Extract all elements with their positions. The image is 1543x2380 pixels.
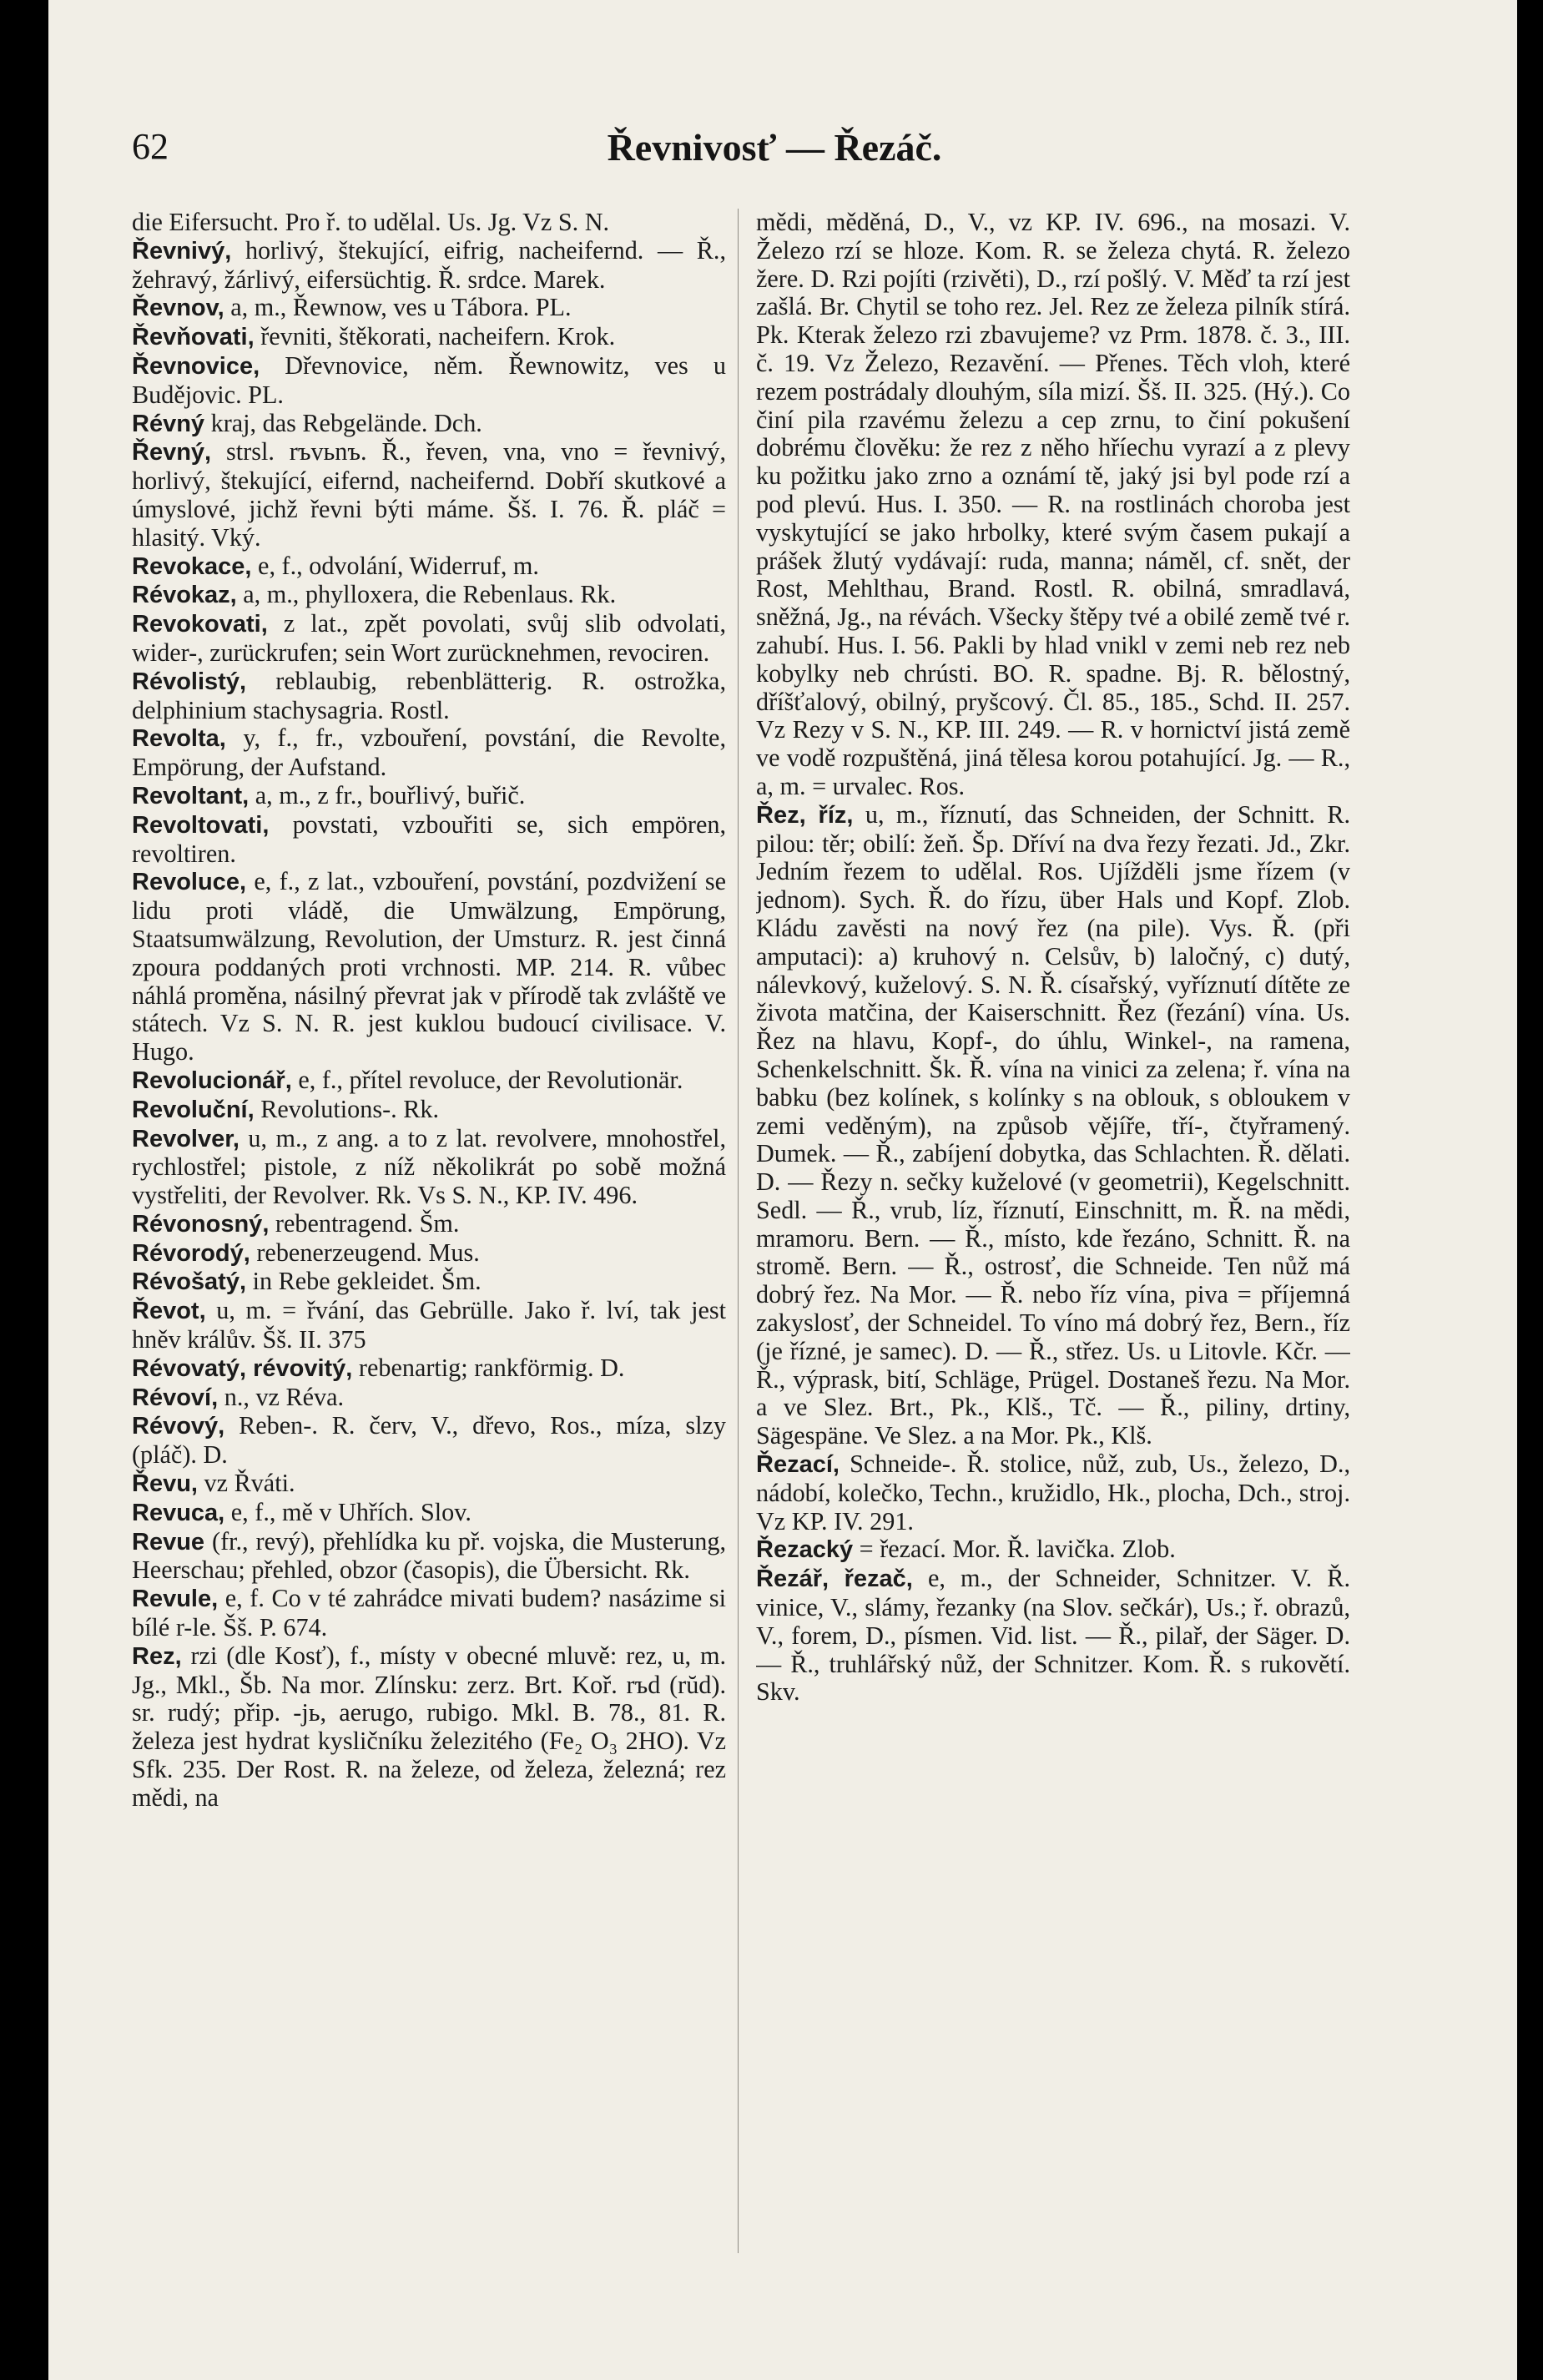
entry-text: reblaubig, rebenblätterig. R. ostrožka, delphinium stachysagria. Rostl. bbox=[132, 666, 726, 724]
page-header bbox=[132, 125, 1417, 175]
entry-headword: Revoltant, bbox=[132, 782, 250, 809]
dictionary-entry bbox=[132, 323, 726, 352]
entry-text: u, m. = řvání, das Gebrülle. Jako ř. lví, tak jest hněv králův. Šš. II. 375 bbox=[132, 1296, 726, 1354]
dictionary-entry bbox=[132, 868, 726, 1066]
entry-headword: Řezacký bbox=[756, 1536, 854, 1564]
dictionary-entry bbox=[132, 1096, 726, 1125]
dictionary-entry bbox=[756, 209, 1350, 801]
entry-headword: Řez, říz, bbox=[756, 801, 854, 829]
dictionary-entry bbox=[132, 1499, 726, 1528]
dictionary-entry bbox=[132, 1297, 726, 1354]
entry-headword: Řevnov, bbox=[132, 295, 224, 322]
entry-text: rebenerzeugend. Mus. bbox=[256, 1238, 480, 1267]
entry-headword: Řevnivý, bbox=[132, 237, 232, 265]
entry-headword: Revoltovati, bbox=[132, 811, 270, 839]
dictionary-entry bbox=[756, 1450, 1350, 1535]
entry-headword: Revue bbox=[132, 1528, 205, 1556]
entry-text: Reben-. R. červ, V., dřevo, Ros., míza, slzy (pláč). D. bbox=[132, 1411, 726, 1470]
entry-headword: Révovatý, révovitý, bbox=[132, 1354, 353, 1382]
entry-text: u, m., říznutí, das Schneiden, der Schnitt. R. pilou: těr; obilí: žeň. Šp. Dříví na dva řezy řezati. Jd., Zkr. Jedním řezem to udělal. Ros. Ujížděli jsme řízem (v jednom). Sych. Ř. do řízu, über Hals und Kopf. Zlob. Kládu zavěsti na nový řez (na pile). Vys. Ř. (při amputaci): a) kruhový n. Celsův, b) laločný, c) dutý, nálevkový, kuželový. S. N. Ř. císařský, vyříznutí dítěte ze života matčina, der Kaiserschnitt. Řez (řezání) vína. Us. Řez na hlavu, Kopf-, do úhlu, Winkel-, na ramena, Schenkelschnitt. Šk. Ř. vína na vinici za zelena; ř. vína na babku (bez kolínek, s kolínky s na oblouk, s obloukem v zemi veděným), na způsob vějíře, tří-, čtyřramený. Dumek. — Ř., zabíjení dobytka, das Schlachten. Ř. dělati. D. — Řezy n. sečky kuželové (v geometrii), Kegelschnitt. Sedl. — Ř., vrub, líz, říznutí, Einschnitt, m. Ř. na mědi, mramoru. Bern. — Ř., místo, kde řezáno, Schnitt. Ř. na stromě. Bern. — Ř., ostrosť, die Schneide. Ten nůž má dobrý řez. Na Mor. — Ř. nebo říz vína, piva = příjemná zakyslosť, der Schneidel. To víno má dobrý řez, Bern., říz (je řízné, je samec). D. — Ř., střez. Us. u Litovle. Kčr. — Ř., výprask, bití, Schläge, Prügel. Dostaneš řezu. Na Mor. a ve Slez. Brt., Pk., Klš., Tč. — Ř., piliny, drtiny, Sägespäne. Ve Slez. a na Mor. Pk., Klš. bbox=[756, 799, 1350, 1450]
entry-headword: Révolistý, bbox=[132, 668, 246, 695]
dictionary-entry bbox=[132, 294, 726, 323]
entry-text: rebentragend. Šm. bbox=[275, 1208, 460, 1238]
entry-text: a, m., phylloxera, die Rebenlaus. Rk. bbox=[243, 580, 617, 609]
entry-headword: Revokace, bbox=[132, 552, 252, 580]
dictionary-entry bbox=[132, 352, 726, 410]
entry-headword: Revolta, bbox=[132, 725, 226, 753]
entry-headword: Révný bbox=[132, 410, 205, 437]
entry-text: die Eifersucht. Pro ř. to udělal. Us. Jg. Vz S. N. bbox=[132, 209, 610, 236]
entry-headword: Révorodý, bbox=[132, 1239, 250, 1267]
dictionary-entry bbox=[132, 1066, 726, 1096]
entry-text: e, m., der Schneider, Schnitzer. V. Ř. vinice, V., slámy, řezanky (na Slov. sečkár), Us.; ř. obrazů, V., forem, D., písmen. Vid. list. — Ř., pilař, der Säger. D. — Ř., truhlářský nůž, der Schnitzer. Kom. Ř. s rukovětí. Skv. bbox=[756, 1564, 1350, 1707]
entry-headword: Revule, bbox=[132, 1586, 219, 1613]
entry-text: rebenartig; rankförmig. D. bbox=[358, 1353, 625, 1382]
entry-text: in Rebe gekleidet. Šm. bbox=[252, 1267, 482, 1296]
entry-headword: Révoví, bbox=[132, 1384, 219, 1411]
entry-headword: Revolver, bbox=[132, 1125, 240, 1152]
entry-text: u, m., z ang. a to z lat. revolvere, mnohostřel, rychlostřel; pistole, z níž několikrát po sobě možná vystřeliti, der Revolver. Rk. Vs S. N., KP. IV. 496. bbox=[132, 1123, 726, 1210]
entry-text: e, f., přítel revoluce, der Revolutionär. bbox=[298, 1065, 683, 1094]
dictionary-entry bbox=[132, 1125, 726, 1210]
entry-text: y, f., fr., vzbouření, povstání, die Revolte, Empörung, der Aufstand. bbox=[132, 724, 726, 782]
entry-headword: Revolucionář, bbox=[132, 1066, 292, 1094]
page-number: 62 bbox=[132, 126, 169, 167]
entry-text: = řezací. Mor. Ř. lavička. Zlob. bbox=[859, 1535, 1176, 1564]
dictionary-entry bbox=[132, 610, 726, 668]
dictionary-entry bbox=[756, 1535, 1350, 1565]
entry-headword: Řevňovati, bbox=[132, 324, 255, 351]
dictionary-page bbox=[48, 0, 1517, 2380]
dictionary-entry bbox=[132, 237, 726, 295]
dictionary-entry bbox=[132, 1470, 726, 1499]
entry-text: n., vz Réva. bbox=[224, 1382, 345, 1411]
entry-headword: Řevný, bbox=[132, 439, 212, 466]
entry-headword: Řevu, bbox=[132, 1470, 198, 1498]
dictionary-entry bbox=[132, 1528, 726, 1586]
dictionary-entry bbox=[132, 1239, 726, 1268]
entry-text: strsl. rъvьnъ. Ř., řeven, vna, vno = řevnivý, horlivý, štekující, eifernd, nacheifernd. Dobří skutkové a úmyslové, jichž řevni býti máme. Šš. I. 76. Ř. pláč = hlasitý. Vký. bbox=[132, 437, 726, 552]
dictionary-entry bbox=[132, 1384, 726, 1413]
dictionary-entry bbox=[132, 1354, 726, 1384]
dictionary-entry bbox=[132, 1268, 726, 1297]
entry-text: Schneide-. Ř. stolice, nůž, zub, Us., železo, D., nádobí, kolečko, Techn., kružidlo, Hk., plocha, Dch., stroj. Vz KP. IV. 291. bbox=[756, 1450, 1350, 1535]
entry-text: mědi, měděná, D., V., vz KP. IV. 696., na mosazi. V. Železo rzí se hloze. Kom. R. se železa chytá. R. železo žere. D. Rzi pojíti (rzivěti), D., rzí pošlý. V. Měď ta rzí jest zašlá. Br. Chytil se toho rez. Jel. Rez ze železa pilník stírá. Pk. Kterak železo rzi zbavujeme? vz Prm. 1878. č. 3., III. č. 19. Vz Železo, Rezavění. — Přenes. Těch vloh, které rezem postrádaly dlouhým, síla mizí. Šš. II. 325. (Hý.). Co činí pila rzavému železu a cep zrnu, to činí pokušení dobrému člověku: že rez z něho hříechu vyrazí a z plevy ku požitku jako zrno a oznámí tě, jaký jsi byl pode rzí a pod plevú. Hus. I. 350. — R. na rostlinách choroba jest vyskytující se jako hrbolky, které svým časem pukají a prášek žlutý vydávají: ruda, manna; náměl, cf. snět, der Rost, Mehlthau, Brand. Rostl. R. obilná, smradlavá, sněžná, Jg., na révách. Všecky štěpy tvé a obilé země tvé r. zahubí. Hus. I. 56. Pakli by hlad vnikl v zemi neb rez neb kobylky neb chrústi. BO. R. spadne. Bj. R. bělostný, dříšťalový, obilný, pryšcový. Čl. 85., 185., Schd. II. 257. Vz Rezy v S. N., KP. III. 249. — R. v hornictví jistá země ve vodě rozpuštěná, jiná tělesa korou potahující. Jg. — R., a, m. = urvalec. Ros. bbox=[756, 209, 1350, 800]
dictionary-entry bbox=[132, 1210, 726, 1239]
entry-headword: Révošatý, bbox=[132, 1268, 247, 1296]
column-divider bbox=[738, 209, 739, 2253]
entry-text: Revolutions-. Rk. bbox=[260, 1094, 440, 1123]
dictionary-entry bbox=[132, 1412, 726, 1470]
entry-headword: Revuca, bbox=[132, 1499, 225, 1526]
entry-text: povstati, vzbouřiti se, sich empören, revoltiren. bbox=[132, 809, 726, 868]
entry-headword: Řezací, bbox=[756, 1451, 840, 1479]
dictionary-entry bbox=[756, 801, 1350, 1450]
entry-headword: Révokaz, bbox=[132, 582, 237, 609]
right-column bbox=[756, 209, 1350, 2278]
entry-headword: Řevot, bbox=[132, 1298, 206, 1325]
entry-text: e, f., mě v Uhřích. Slov. bbox=[230, 1497, 471, 1526]
dictionary-entry bbox=[132, 1642, 726, 1813]
dictionary-entry bbox=[132, 410, 726, 439]
entry-text: vz Řváti. bbox=[204, 1469, 295, 1498]
entry-text: e, f., odvolání, Widerruf, m. bbox=[258, 551, 539, 580]
dictionary-entry bbox=[132, 581, 726, 610]
entry-text: kraj, das Rebgelände. Dch. bbox=[210, 408, 482, 437]
dictionary-entry bbox=[132, 811, 726, 869]
entry-headword: Revokovati, bbox=[132, 611, 268, 638]
entry-headword: Řezář, řezač, bbox=[756, 1566, 913, 1593]
entry-headword: Řevnovice, bbox=[132, 352, 260, 380]
entry-text: horlivý, štekující, eifrig, nacheifernd. — Ř., žehravý, žárlivý, eifersüchtig. Ř. srdce. Marek. bbox=[132, 235, 726, 294]
entry-text: a, m., Řewnow, ves u Tábora. PL. bbox=[230, 293, 572, 322]
entry-headword: Rez, bbox=[132, 1642, 182, 1670]
entry-headword: Revoluce, bbox=[132, 869, 246, 896]
entry-headword: Révonosný, bbox=[132, 1210, 270, 1238]
dictionary-entry bbox=[132, 724, 726, 782]
entry-text: (fr., revý), přehlídka ku př. vojska, die Musterung, Heerschau; přehled, obzor (časopis), die Übersicht. Rk. bbox=[132, 1526, 726, 1585]
entry-headword: Révový, bbox=[132, 1413, 225, 1440]
entry-text: e, f., z lat., vzbouření, povstání, pozdvižení se lidu proti vládě, die Umwälzung, Empörung, Staatsumwälzung, Revolution, der Umsturz. R. jest činná zpoura poddaných proti vrchnosti. MP. 214. R. vůbec náhlá proměna, násilný převrat jak v přírodě tak zvláště ve státech. Vz S. N. R. jest kuklou budoucí civilisace. V. Hugo. bbox=[132, 867, 726, 1066]
left-column bbox=[132, 209, 726, 2278]
dictionary-entry bbox=[756, 1565, 1350, 1707]
dictionary-entry bbox=[132, 552, 726, 582]
dictionary-entry bbox=[132, 438, 726, 552]
dictionary-entry bbox=[132, 209, 726, 237]
dictionary-entry bbox=[132, 1585, 726, 1642]
entry-text: a, m., z fr., bouřlivý, buřič. bbox=[255, 780, 526, 809]
entry-text: rzi (dle Kosť), f., místy v obecné mluvě: rez, u, m. Jg., Mkl., Šb. Na mor. Zlínsku: zerz. Brt. Koř. rъd (rŭd). sr. rudý; přip. -jь, aerugo, rubigo. Mkl. B. 78., 81. R. železa jest hydrat kysličníku železitého (Fe₂ O₃ 2HO). Vz Sfk. 235. Der Rost. R. na železe, od železa, železná; rez mědi, na bbox=[132, 1641, 726, 1812]
entry-text: řevniti, štěkorati, nacheifern. Krok. bbox=[260, 322, 616, 351]
entry-text: z lat., zpět povolati, svůj slib odvolati, wider-, zurückrufen; sein Wort zurücknehmen, revociren. bbox=[132, 609, 726, 667]
entry-headword: Revoluční, bbox=[132, 1096, 255, 1123]
dictionary-entry bbox=[132, 782, 726, 811]
entry-text: e, f. Co v té zahrádce mivati budem? nasázime si bílé r-le. Šš. P. 674. bbox=[132, 1584, 726, 1642]
entry-text: Dřevnovice, něm. Řewnowitz, ves u Budějovic. PL. bbox=[132, 350, 726, 409]
running-head: Řevnivosť — Řezáč. bbox=[607, 126, 942, 169]
dictionary-entry bbox=[132, 668, 726, 725]
